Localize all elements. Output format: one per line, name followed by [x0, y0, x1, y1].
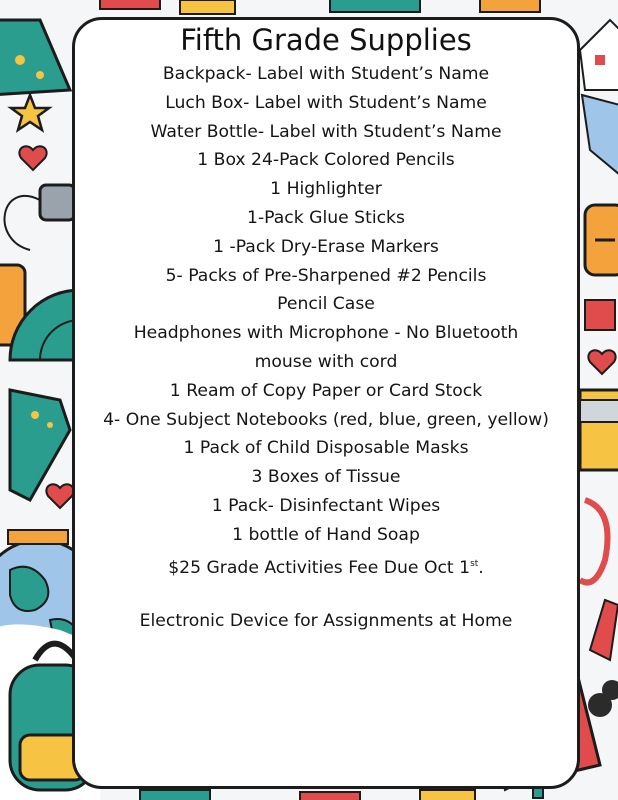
pencil-icon: [590, 600, 618, 660]
list-item: 3 Boxes of Tissue: [251, 467, 401, 488]
heart-icon: [19, 146, 46, 170]
list-item: Backpack- Label with Student’s Name: [162, 64, 490, 84]
list-item: 1 Ream of Copy Paper or Card Stock: [169, 380, 483, 401]
football-icon: [585, 205, 618, 275]
list-item: 4- One Subject Notebooks (red, blue, green, yellow): [103, 409, 549, 430]
eraser-icon: [180, 0, 235, 14]
ruler-icon: [330, 0, 420, 12]
page-title: Fifth Grade Supplies: [180, 23, 472, 57]
pen-icon: [582, 95, 618, 175]
list-item: 1 Highlighter: [270, 179, 382, 200]
list-item: Headphones with Microphone - No Bluetooth: [133, 323, 519, 344]
list-item: Pencil Case: [277, 294, 375, 315]
supply-list: [72, 60, 580, 582]
list-item: 1 -Pack Dry-Erase Markers: [213, 236, 439, 257]
ruler-icon: [580, 390, 618, 470]
list-item: mouse with cord: [254, 351, 398, 372]
school-house-icon: [580, 20, 618, 90]
ruler-icon: [420, 790, 475, 800]
fee-period: .: [478, 557, 484, 578]
activities-fee: [72, 550, 580, 583]
fee-text: $25 Grade Activities Fee Due Oct 1: [168, 557, 471, 578]
list-item: 1-Pack Glue Sticks: [247, 207, 405, 228]
star-icon: [11, 95, 49, 130]
stethoscope-icon: [580, 500, 608, 583]
list-item: 1 Pack- Disinfectant Wipes: [211, 495, 441, 516]
heart-icon: [588, 350, 615, 374]
crayon-icon: [300, 792, 360, 800]
heart-icon: [46, 484, 73, 508]
fee-date-superscript: st: [470, 558, 479, 569]
flask-icon: [0, 20, 70, 95]
list-item: Luch Box- Label with Student’s Name: [165, 92, 487, 113]
computer-mouse-icon: [5, 185, 75, 250]
list-item: 5- Packs of Pre-Sharpened #2 Pencils: [165, 265, 487, 286]
pencil-icon: [140, 790, 210, 800]
test-tube-icon: [10, 390, 70, 500]
list-item: Water Bottle- Label with Student’s Name: [150, 121, 502, 142]
binoculars-icon: [588, 680, 618, 717]
list-item: 1 bottle of Hand Soap: [232, 524, 420, 545]
footer-note: Electronic Device for Assignments at Home: [139, 611, 513, 631]
list-item: 1 Pack of Child Disposable Masks: [183, 438, 469, 459]
list-item: 1 Box 24-Pack Colored Pencils: [197, 150, 455, 171]
ruler-icon: [480, 0, 540, 12]
pencil-icon: [100, 0, 160, 9]
eraser-icon: [585, 300, 615, 330]
